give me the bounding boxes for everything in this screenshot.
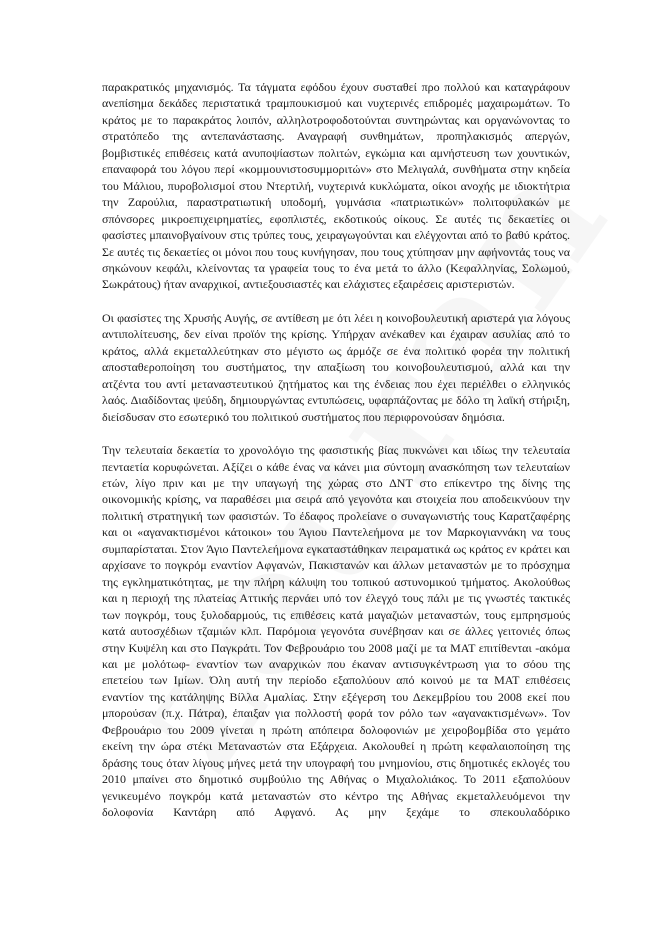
document-body	[102, 79, 570, 837]
paragraph-3: Την τελευταία δεκαετία το χρονολόγιο της φασιστικής βίας πυκνώνει και ιδίως την τελευταία πενταετία κορυφώνεται. Αξίζει ο κάθε ένας να κάνει μια σύντομη ανασκόπηση των τελευταίων ετών, λίγο πριν και με την υπαγωγή της χώρας στο ΔΝΤ στο επίκεντρο της δίνης της οικονομικής κρίσης, να παραθέσει μια σειρά από γεγονότα και στοιχεία που αποδεικνύουν την πολιτική στρατηγική των φασιστών. Το έδαφος προλείανε ο συναγωνιστής τους Καρατζαφέρης και οι «αγανακτισμένοι κάτοικοι» του Άγιου Παντελεήμονα με τον Μαρκογιαννάκη να τους συμπαρίσταται. Στον Άγιο Παντελεήμονα εγκαταστάθηκαν πειραματικά ως κράτος εν κράτει και αρχίσανε το πογκρόμ εναντίον Αφγανών, Πακιστανών και άλλων μεταναστών με το πρόσχημα της εγκληματικότητας, με την πλήρη κάλυψη του τοπικού αστυνομικού τμήματος. Ακολούθως και η περιοχή της πλατείας Αττικής περνάει υπό τον έλεγχό τους πάλι με τις γνωστές τακτικές των πογκρόμ, τους ξυλοδαρμούς, τις επιθέσεις κατά μαγαζιών μεταναστών, τους εμπρησμούς κατά αυτοσχέδιων τζαμιών κλπ. Παρόμοια γεγονότα συνέβησαν και σε άλλες γειτονιές όπως στην Κυψέλη και στο Παγκράτι. Τον Φεβρουάριο του 2008 μαζί με τα ΜΑΤ επιτίθενται -ακόμα και με μολότωφ- εναντίον των αναρχικών που έκαναν αντισυγκέντρωση για το σόου της επετείου των Ιμίων. Όλη αυτή την περίοδο εξαπολύουν από κοινού με τα ΜΑΤ επιθέσεις εναντίον της κατάληψης Βίλλα Αμαλίας. Στην εξέγερση του Δεκεμβρίου του 2008 εκεί που μπορούσαν (π.χ. Πάτρα), έπαιξαν για πολλοστή φορά τον ρόλο των «αγανακτισμένων». Τον Φεβρουάριο του 2009 γίνεται η πρώτη απόπειρα δολοφονιών με χειροβομβίδα στο γεμάτο εκείνη την ώρα στέκι Μεταναστών στα Εξάρχεια. Ακολουθεί η πρώτη κεφαλαιοποίηση της δράσης τους όταν λίγους μήνες μετά την υπογραφή του μνημονίου, στις δημοτικές εκλογές του 2010 μπαίνει στο δημοτικό συμβούλιο της Αθήνας ο Μιχαλολιάκος. Το 2011 εξαπολύουν γενικευμένο πογκρόμ κατά μεταναστών στο κέντρο της Αθήνας εκμεταλλευόμενοι την δολοφονία Καντάρη από Αφγανό. Ας μην ξεχάμε το σπεκουλαδόρικο	[102, 443, 570, 820]
paragraph-1: παρακρατικός μηχανισμός. Τα τάγματα εφόδου έχουν συσταθεί προ πολλού και καταγράφουν ανεπίσημα δεκάδες περιστατικά τραμπουκισμού και νυχτερινές επιδρομές μαχαιρωμάτων. Το κράτος με το παρακράτος λοιπόν, αλληλοτροφοδοτούνται συντηρώντας και οργανώνοντας το στρατόπεδο της αντεπανάστασης. Αναγραφή συνθημάτων, προπηλακισμός απεργών, βομβιστικές επιθέσεις κατά ανυποψίαστων πολιτών, εγκώμια και αμνήστευση των χουντικών, επαναφορά του λόγου περί «κομμουνιστοσυμμοριτών» στο Μελιγαλά, συνθήματα στην κηδεία του Μάλιου, πυροβολισμοί στου Ντερτιλή, νυχτερινά κυκλώματα, οίκοι ανοχής με ιδιοκτήτρια την Ζαρούλια, παραστρατιωτική υποδομή, γυμνάσια «πατριωτικών» πολιτοφυλακών με σπόνσορες μικροεπιχειρηματίες, εφοπλιστές, εκδοτικούς οίκους. Σε αυτές τις δεκαετίες οι φασίστες μπαινοβγαίνουν στις τρύπες τους, χειραγωγούνται και ελέγχονται από το βαθύ κράτος. Σε αυτές τις δεκαετίες οι μόνοι που τους κυνήγησαν, που τους χτύπησαν μην αφήνοντάς τους να σηκώνουν κεφάλι, κλείνοντας τα γραφεία τους το ένα μετά το άλλο (Κεφαλληνίας, Σολωμού, Σωκράτους) ήταν αναρχικοί, αντιεξουσιαστές και ελάχιστες εξαιρέσεις αριστεριστών.	[102, 80, 570, 292]
paragraph-2: Οι φασίστες της Χρυσής Αυγής, σε αντίθεση με ότι λέει η κοινοβουλευτική αριστερά για λόγους αντιπολίτευσης, δεν είναι προϊόν της κρίσης. Υπήρχαν ανέκαθεν και έχαιραν ασυλίας από το κράτος, αλλά εκμεταλλεύτηκαν στο μέγιστο ως άρμόζε σε ένα πολιτικό φορέα την πολιτική αποσταθεροποίηση του συστήματος, την απαξίωση του κοινοβουλευτισμού, αλλά και την ατζέντα του αντί μεταναστευτικού ζητήματος και της ένδειας που έχει περιέλθει ο ελληνικός λαός. Διαδίδοντας ψεύδη, δημιουργώντας εντυπώσεις, υφαρπάζοντας με δόλο τη λαϊκή στήριξη, διείσδυσαν στο εσωτερικό του πολιτικού συστήματος που περιφρονούσαν δημόσια.	[102, 310, 570, 424]
